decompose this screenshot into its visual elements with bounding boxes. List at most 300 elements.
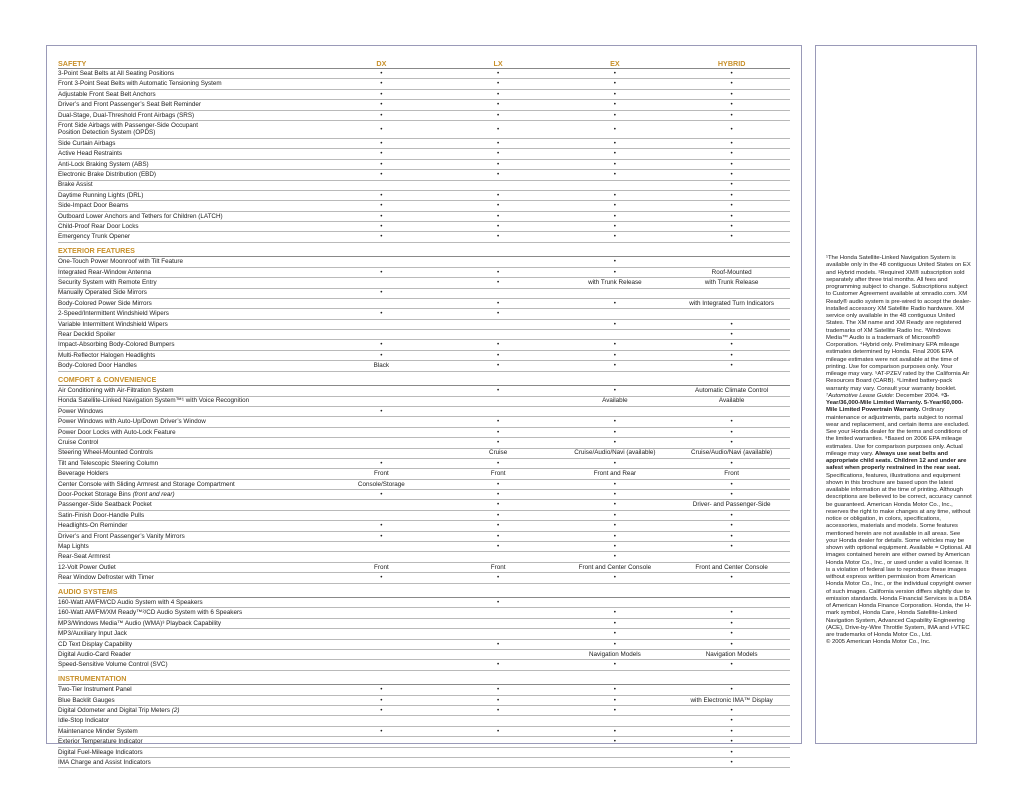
cell-lx: • xyxy=(440,361,557,371)
cell-ex: • xyxy=(557,608,674,618)
copyright-line: © 2005 American Honda Motor Co., Inc. xyxy=(826,639,931,646)
cell-lx: • xyxy=(440,542,557,552)
feature-name: Honda Satellite-Linked Navigation System™¹ with Voice Recognition xyxy=(58,397,250,405)
table-row xyxy=(58,222,790,232)
feature-name: Anti-Lock Braking System (ABS) xyxy=(58,160,149,168)
feature-label xyxy=(58,490,323,500)
table-row xyxy=(58,267,790,277)
table-row xyxy=(58,458,790,468)
feature-label xyxy=(58,278,323,288)
feature-label xyxy=(58,562,323,572)
feature-name: Active Head Restraints xyxy=(58,150,123,158)
cell-ex: • xyxy=(557,500,674,510)
feature-label xyxy=(58,257,323,267)
feature-label xyxy=(58,138,323,148)
feature-label xyxy=(58,288,323,298)
feature-label xyxy=(58,298,323,308)
cell-dx: • xyxy=(323,706,440,716)
cell-dx xyxy=(323,650,440,660)
warranty-heading: ⁸3-Year/36,000-Mile Limited Warranty. 5-Year/60,000-Mile Limited Powertrain Warranty. xyxy=(826,392,964,414)
cell-dx: • xyxy=(323,726,440,736)
cell-ex xyxy=(557,758,674,768)
feature-label xyxy=(58,479,323,489)
cell-hybrid: • xyxy=(673,573,790,583)
cell-lx: • xyxy=(440,170,557,180)
cell-lx: • xyxy=(440,490,557,500)
cell-hybrid: • xyxy=(673,639,790,649)
feature-label xyxy=(58,542,323,552)
table-row xyxy=(58,361,790,371)
feature-label xyxy=(58,340,323,350)
feature-name: Rear-Seat Armrest xyxy=(58,553,111,561)
cell-hybrid: • xyxy=(673,232,790,242)
column-header-hybrid: HYBRID xyxy=(673,59,790,69)
cell-hybrid: • xyxy=(673,747,790,757)
feature-label xyxy=(58,309,323,319)
cell-ex xyxy=(557,598,674,608)
feature-name: Front 3-Point Seat Belts with Automatic Tensioning System xyxy=(58,80,222,88)
feature-name: Map Lights xyxy=(58,542,89,550)
cell-hybrid: • xyxy=(673,190,790,200)
cell-ex: • xyxy=(557,706,674,716)
feature-name: Headlights-On Reminder xyxy=(58,522,128,530)
cell-lx: • xyxy=(440,138,557,148)
cell-hybrid: • xyxy=(673,521,790,531)
cell-dx xyxy=(323,660,440,670)
cell-hybrid: • xyxy=(673,479,790,489)
cell-hybrid: • xyxy=(673,417,790,427)
cell-dx xyxy=(323,278,440,288)
cell-lx: • xyxy=(440,521,557,531)
cell-hybrid: • xyxy=(673,510,790,520)
cell-hybrid: • xyxy=(673,458,790,468)
cell-ex: • xyxy=(557,79,674,89)
cell-hybrid: • xyxy=(673,340,790,350)
feature-name: Two-Tier Instrument Panel xyxy=(58,686,132,694)
feature-name: Digital Audio-Card Reader xyxy=(58,650,132,658)
cell-ex: • xyxy=(557,170,674,180)
feature-name: Outboard Lower Anchors and Tethers for Children (LATCH) xyxy=(58,212,223,220)
cell-hybrid: Roof-Mounted xyxy=(673,267,790,277)
lease-guide-date: December 2004. xyxy=(894,392,942,399)
table-row xyxy=(58,330,790,340)
feature-label xyxy=(58,120,323,138)
feature-label xyxy=(58,232,323,242)
cell-lx: • xyxy=(440,639,557,649)
table-row xyxy=(58,340,790,350)
cell-lx xyxy=(440,737,557,747)
feature-name: Beverage Holders xyxy=(58,470,109,478)
cell-dx xyxy=(323,747,440,757)
table-row xyxy=(58,180,790,190)
table-row xyxy=(58,288,790,298)
cell-dx xyxy=(323,257,440,267)
cell-lx: • xyxy=(440,267,557,277)
table-row xyxy=(58,89,790,99)
cell-ex: • xyxy=(557,190,674,200)
cell-lx xyxy=(440,396,557,406)
feature-label xyxy=(58,159,323,169)
section-spacer xyxy=(673,670,790,685)
cell-hybrid: • xyxy=(673,149,790,159)
table-row xyxy=(58,350,790,360)
cell-ex: • xyxy=(557,629,674,639)
cell-lx: • xyxy=(440,695,557,705)
cell-dx: • xyxy=(323,288,440,298)
feature-label xyxy=(58,149,323,159)
cell-lx: • xyxy=(440,479,557,489)
cell-lx: • xyxy=(440,190,557,200)
feature-name-continued: Position Detection System (OPDS) xyxy=(58,129,156,137)
cell-hybrid: • xyxy=(673,120,790,138)
feature-name: MP3/Windows Media™ Audio (WMA)³ Playback Capability xyxy=(58,619,222,627)
cell-dx: • xyxy=(323,100,440,110)
table-row xyxy=(58,542,790,552)
feature-label xyxy=(58,758,323,768)
cell-hybrid: • xyxy=(673,110,790,120)
cell-hybrid: • xyxy=(673,618,790,628)
cell-hybrid: with Electronic IMA™ Display xyxy=(673,695,790,705)
cell-dx: • xyxy=(323,309,440,319)
cell-lx: • xyxy=(440,685,557,695)
feature-name: Speed-Sensitive Volume Control (SVC) xyxy=(58,661,168,669)
cell-dx xyxy=(323,629,440,639)
feature-name: Child-Proof Rear Door Locks xyxy=(58,223,139,231)
feature-label xyxy=(58,521,323,531)
table-row xyxy=(58,211,790,221)
feature-label xyxy=(58,438,323,448)
cell-dx xyxy=(323,448,440,458)
feature-name: Electronic Brake Distribution (EBD) xyxy=(58,171,156,179)
feature-name: Side-Impact Door Beams xyxy=(58,202,129,210)
cell-lx xyxy=(440,618,557,628)
cell-dx: • xyxy=(323,79,440,89)
cell-hybrid xyxy=(673,288,790,298)
feature-name: CD Text Display Capability xyxy=(58,640,133,648)
cell-ex: • xyxy=(557,69,674,79)
cell-ex: Available xyxy=(557,396,674,406)
cell-ex xyxy=(557,288,674,298)
feature-name: Center Console with Sliding Armrest and Storage Compartment xyxy=(58,480,235,488)
table-row xyxy=(58,69,790,79)
table-row xyxy=(58,521,790,531)
cell-hybrid: • xyxy=(673,138,790,148)
cell-dx xyxy=(323,510,440,520)
cell-lx: • xyxy=(440,510,557,520)
cell-dx: • xyxy=(323,573,440,583)
feature-name: Side Curtain Airbags xyxy=(58,139,116,147)
cell-lx: • xyxy=(440,458,557,468)
cell-lx: • xyxy=(440,298,557,308)
cell-hybrid: • xyxy=(673,531,790,541)
cell-lx: • xyxy=(440,438,557,448)
cell-ex: • xyxy=(557,458,674,468)
cell-dx: • xyxy=(323,267,440,277)
feature-label xyxy=(58,406,323,416)
section-spacer xyxy=(323,670,440,685)
cell-ex: • xyxy=(557,479,674,489)
feature-name: MP3/Auxiliary Input Jack xyxy=(58,630,127,638)
cell-lx xyxy=(440,747,557,757)
cell-lx: Front xyxy=(440,562,557,572)
cell-hybrid: • xyxy=(673,629,790,639)
feature-label xyxy=(58,650,323,660)
feature-name: Emergency Trunk Opener xyxy=(58,233,131,241)
feature-label xyxy=(58,469,323,479)
feature-name: Dual-Stage, Dual-Threshold Front Airbags (SRS) xyxy=(58,111,195,119)
cell-dx xyxy=(323,427,440,437)
cell-ex: • xyxy=(557,159,674,169)
feature-name: Power Door Locks with Auto-Lock Feature xyxy=(58,428,176,436)
section-spacer xyxy=(323,371,440,386)
feature-label xyxy=(58,716,323,726)
table-row xyxy=(58,500,790,510)
section-header xyxy=(58,59,790,69)
cell-dx: • xyxy=(323,211,440,221)
cell-ex: • xyxy=(557,685,674,695)
cell-ex xyxy=(557,309,674,319)
feature-name: Power Windows with Auto-Up/Down Driver’s Window xyxy=(58,418,206,426)
cell-ex xyxy=(557,180,674,190)
cell-hybrid: Automatic Climate Control xyxy=(673,386,790,396)
cell-dx: • xyxy=(323,350,440,360)
cell-hybrid: • xyxy=(673,427,790,437)
feature-name: 2-Speed/Intermittent Windshield Wipers xyxy=(58,310,169,318)
feature-name: Tilt and Telescopic Steering Column xyxy=(58,459,159,467)
cell-dx xyxy=(323,319,440,329)
cell-hybrid: with Trunk Release xyxy=(673,278,790,288)
cell-ex: • xyxy=(557,211,674,221)
feature-name: Blue Backlit Gauges xyxy=(58,696,115,704)
cell-dx: Black xyxy=(323,361,440,371)
feature-name: Rear Window Defroster with Timer xyxy=(58,574,154,582)
cell-dx: • xyxy=(323,120,440,138)
cell-dx xyxy=(323,180,440,190)
cell-lx xyxy=(440,608,557,618)
lease-guide-title: Automotive Lease Guide: xyxy=(828,392,895,399)
cell-dx: • xyxy=(323,340,440,350)
cell-lx xyxy=(440,552,557,562)
cell-dx: • xyxy=(323,170,440,180)
feature-label xyxy=(58,417,323,427)
table-row xyxy=(58,562,790,572)
cell-dx: Front xyxy=(323,469,440,479)
table-row xyxy=(58,639,790,649)
cell-hybrid: • xyxy=(673,350,790,360)
feature-name: Digital Fuel-Mileage Indicators xyxy=(58,748,143,756)
feature-label xyxy=(58,629,323,639)
cell-hybrid: • xyxy=(673,490,790,500)
cell-ex xyxy=(557,330,674,340)
cell-dx: • xyxy=(323,695,440,705)
cell-dx: Console/Storage xyxy=(323,479,440,489)
cell-ex: Front and Center Console xyxy=(557,562,674,572)
cell-lx: • xyxy=(440,350,557,360)
table-row xyxy=(58,629,790,639)
feature-note: (front and rear) xyxy=(132,491,175,498)
cell-hybrid: • xyxy=(673,211,790,221)
table-row xyxy=(58,417,790,427)
cell-hybrid: Front xyxy=(673,469,790,479)
feature-label xyxy=(58,695,323,705)
feature-label xyxy=(58,350,323,360)
cell-hybrid: Available xyxy=(673,396,790,406)
cell-ex: • xyxy=(557,110,674,120)
cell-ex: • xyxy=(557,257,674,267)
column-header-lx: LX xyxy=(440,59,557,69)
feature-name: Adjustable Front Seat Belt Anchors xyxy=(58,90,156,98)
cell-ex: • xyxy=(557,120,674,138)
cell-ex: Navigation Models xyxy=(557,650,674,660)
feature-label xyxy=(58,706,323,716)
cell-ex: • xyxy=(557,573,674,583)
table-row xyxy=(58,100,790,110)
column-header-dx: DX xyxy=(323,59,440,69)
feature-label xyxy=(58,458,323,468)
cell-hybrid: • xyxy=(673,685,790,695)
cell-lx: • xyxy=(440,222,557,232)
spec-table-panel xyxy=(46,45,802,766)
table-row xyxy=(58,278,790,288)
cell-lx: • xyxy=(440,531,557,541)
cell-hybrid: Driver- and Passenger-Side xyxy=(673,500,790,510)
feature-label xyxy=(58,267,323,277)
table-row xyxy=(58,201,790,211)
cell-ex: • xyxy=(557,149,674,159)
cell-dx: • xyxy=(323,232,440,242)
cell-dx: • xyxy=(323,490,440,500)
feature-name: Satin-Finish Door-Handle Pulls xyxy=(58,511,145,519)
cell-lx: • xyxy=(440,706,557,716)
cell-ex: with Trunk Release xyxy=(557,278,674,288)
feature-note: (2) xyxy=(171,707,180,715)
feature-label xyxy=(58,639,323,649)
cell-dx xyxy=(323,552,440,562)
feature-label xyxy=(58,170,323,180)
cell-ex: • xyxy=(557,232,674,242)
feature-name: Air Conditioning with Air-Filtration System xyxy=(58,387,174,395)
feature-label xyxy=(58,448,323,458)
feature-name: 3-Point Seat Belts at All Seating Positions xyxy=(58,69,175,77)
feature-label xyxy=(58,201,323,211)
cell-dx: • xyxy=(323,149,440,159)
table-row xyxy=(58,120,790,138)
table-row xyxy=(58,232,790,242)
cell-hybrid: • xyxy=(673,79,790,89)
feature-name: Integrated Rear-Window Antenna xyxy=(58,268,152,276)
cell-ex: • xyxy=(557,427,674,437)
feature-name: Driver’s and Front Passenger’s Seat Belt Reminder xyxy=(58,101,202,109)
section-header xyxy=(58,371,790,386)
cell-lx: • xyxy=(440,89,557,99)
cell-lx: Cruise xyxy=(440,448,557,458)
cell-lx xyxy=(440,330,557,340)
disclaimer-text: Specifications, features, illustrations and equipment shown in this brochure are based upon the latest available information at the time of printing. Although descriptions are believed to be correct, accuracy cannot be guaranteed. American Honda Motor Co., Inc., reserves the right to make changes at any time, without notice or obligation, in colors, specifications, accessories, materials and models. Some features mentioned herein are not available in all areas. See your Honda dealer for details. Some vehicles may be shown with optional equipment. Available = Optional. All images contained herein are either owned by American Honda Motor Co., Inc., or used under a valid license. It is a violation of federal law to reproduce these images without express written permission from American Honda Motor Co., Inc., or the individual copyright owner of such images. California version differs slightly due to emission standards. Honda Financial Services is a DBA of American Honda Finance Corporation. Honda, the H-mark symbol, Honda Care, Honda Satellite-Linked Navigation System, Advanced Capability Engineering (ACE), Drive-by-Wire Throttle System, IMA and i-VTEC are trademarks of Honda Motor Co., Ltd. xyxy=(826,472,972,638)
cell-lx: • xyxy=(440,340,557,350)
feature-label xyxy=(58,573,323,583)
section-spacer xyxy=(557,242,674,257)
cell-hybrid: • xyxy=(673,180,790,190)
cell-hybrid: Cruise/Audio/Navi (available) xyxy=(673,448,790,458)
section-spacer xyxy=(673,242,790,257)
cell-hybrid xyxy=(673,598,790,608)
cell-hybrid xyxy=(673,309,790,319)
seatbelt-notice: Always use seat belts and appropriate child seats. Children 12 and under are safest when properly restrained in the rear seat. xyxy=(826,450,967,472)
cell-dx xyxy=(323,598,440,608)
table-row xyxy=(58,695,790,705)
cell-ex: • xyxy=(557,639,674,649)
feature-label xyxy=(58,685,323,695)
table-row xyxy=(58,598,790,608)
cell-ex: • xyxy=(557,361,674,371)
cell-dx xyxy=(323,639,440,649)
table-row xyxy=(58,159,790,169)
cell-lx xyxy=(440,650,557,660)
cell-ex: Front and Rear xyxy=(557,469,674,479)
table-row xyxy=(58,298,790,308)
cell-dx xyxy=(323,500,440,510)
footnotes-text xyxy=(826,255,972,647)
cell-lx: • xyxy=(440,211,557,221)
section-header xyxy=(58,242,790,257)
feature-name: Power Windows xyxy=(58,407,104,415)
cell-lx: • xyxy=(440,500,557,510)
table-row xyxy=(58,110,790,120)
table-row xyxy=(58,490,790,500)
cell-ex: • xyxy=(557,350,674,360)
cell-ex: Cruise/Audio/Navi (available) xyxy=(557,448,674,458)
cell-lx: • xyxy=(440,726,557,736)
table-row xyxy=(58,448,790,458)
feature-name: Digital Odometer and Digital Trip Meters xyxy=(58,707,170,715)
table-row xyxy=(58,309,790,319)
feature-label xyxy=(58,737,323,747)
cell-lx: • xyxy=(440,427,557,437)
cell-lx xyxy=(440,319,557,329)
feature-label xyxy=(58,726,323,736)
cell-hybrid: • xyxy=(673,69,790,79)
column-header-ex: EX xyxy=(557,59,674,69)
feature-label xyxy=(58,608,323,618)
cell-ex: • xyxy=(557,695,674,705)
cell-lx: • xyxy=(440,386,557,396)
cell-dx xyxy=(323,608,440,618)
feature-name: Manually Operated Side Mirrors xyxy=(58,289,147,297)
cell-ex: • xyxy=(557,531,674,541)
table-row xyxy=(58,396,790,406)
cell-lx: • xyxy=(440,309,557,319)
cell-hybrid: with Integrated Turn Indicators xyxy=(673,298,790,308)
cell-hybrid: • xyxy=(673,608,790,618)
feature-label xyxy=(58,510,323,520)
cell-ex: • xyxy=(557,542,674,552)
cell-dx xyxy=(323,618,440,628)
feature-label xyxy=(58,500,323,510)
section-spacer xyxy=(440,371,557,386)
cell-lx xyxy=(440,716,557,726)
section-spacer xyxy=(323,242,440,257)
cell-lx: • xyxy=(440,110,557,120)
cell-dx: • xyxy=(323,685,440,695)
feature-name: 12-Volt Power Outlet xyxy=(58,563,116,571)
cell-lx xyxy=(440,288,557,298)
cell-dx xyxy=(323,716,440,726)
cell-hybrid xyxy=(673,257,790,267)
feature-label xyxy=(58,396,323,406)
cell-dx: • xyxy=(323,110,440,120)
cell-lx xyxy=(440,629,557,639)
cell-ex: • xyxy=(557,100,674,110)
